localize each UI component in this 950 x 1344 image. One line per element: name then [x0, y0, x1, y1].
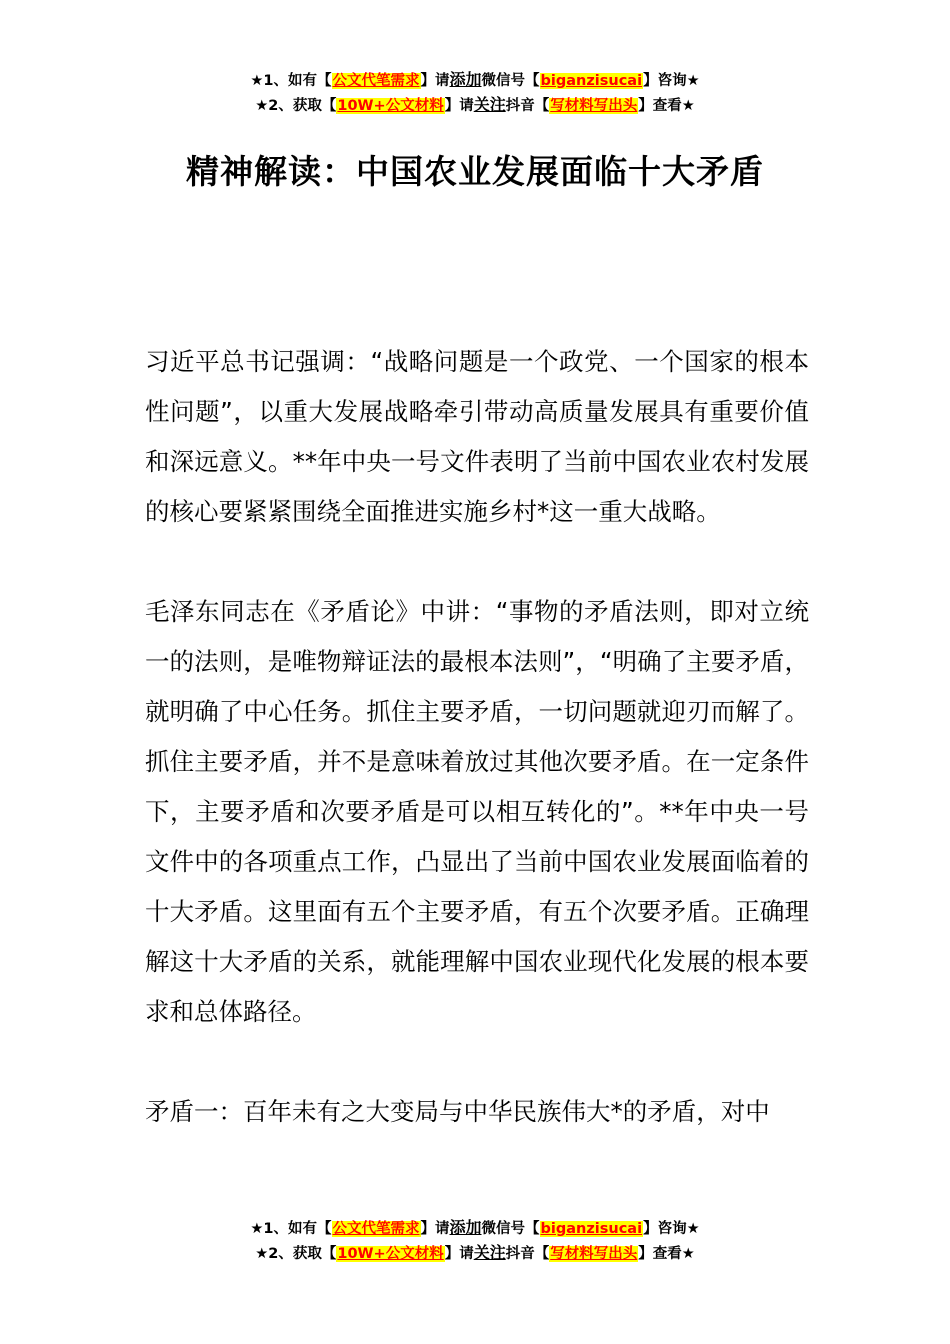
banner-text: 】请: [444, 98, 474, 114]
banner-text: ★2、获取【: [255, 98, 337, 114]
header-banner: [0, 68, 950, 118]
banner-text: ★1、如有【: [250, 1221, 332, 1237]
banner-highlight-wechat: biganzisucai: [540, 73, 643, 89]
banner-emphasis: 关注: [473, 1243, 506, 1262]
paragraph-2: 毛泽东同志在《矛盾论》中讲：“事物的矛盾法则，即对立统一的法则，是唯物辩证法的最根本法则”，“明确了主要矛盾，就明确了中心任务。抓住主要矛盾，一切问题就迎刃而解了。抓住主要矛盾，并不是意味着放过其他次要矛盾。在一定条件下，主要矛盾和次要矛盾是可以相互转化的”。**年中央一号文件中的各项重点工作，凸显出了当前中国农业发展面临着的十大矛盾。这里面有五个主要矛盾，有五个次要矛盾。正确理解这十大矛盾的关系，就能理解中国农业现代化发展的根本要求和总体路径。: [145, 597, 809, 1026]
banner-text: 】查看★: [638, 1246, 695, 1262]
document-body: [145, 337, 809, 1137]
banner-text: 微信号【: [481, 73, 540, 89]
document-title: 精神解读：中国农业发展面临十大矛盾: [186, 152, 764, 191]
banner-text: 抖音【: [505, 98, 550, 114]
banner-text: 抖音【: [505, 1246, 550, 1262]
banner-text: ★1、如有【: [250, 73, 332, 89]
banner-text: 】咨询★: [643, 73, 700, 89]
banner-text: 】查看★: [638, 98, 695, 114]
banner-text: ★2、获取【: [255, 1246, 337, 1262]
banner-emphasis: 关注: [473, 95, 506, 114]
banner-highlight-douyin: 写材料写出头: [550, 98, 638, 114]
banner-highlight-service: 公文代笔需求: [332, 1221, 420, 1237]
banner-text: 】请: [444, 1246, 474, 1262]
banner-line-1: [0, 1216, 950, 1241]
banner-text: 】请: [420, 73, 450, 89]
banner-line-2: [0, 1241, 950, 1266]
banner-highlight-service: 公文代笔需求: [332, 73, 420, 89]
banner-highlight-materials: 10W+公文材料: [337, 1246, 444, 1262]
banner-text: 】请: [420, 1221, 450, 1237]
banner-line-2: [0, 93, 950, 118]
banner-highlight-materials: 10W+公文材料: [337, 98, 444, 114]
banner-highlight-douyin: 写材料写出头: [550, 1246, 638, 1262]
banner-line-1: [0, 68, 950, 93]
banner-text: 微信号【: [481, 1221, 540, 1237]
banner-highlight-wechat: biganzisucai: [540, 1221, 643, 1237]
paragraph-1: 习近平总书记强调：“战略问题是一个政党、一个国家的根本性问题”，以重大发展战略牵引带动高质量发展具有重要价值和深远意义。**年中央一号文件表明了当前中国农业农村发展的核心要紧紧围绕全面推进实施乡村*这一重大战略。: [145, 347, 809, 526]
banner-emphasis: 添加: [449, 70, 482, 89]
banner-emphasis: 添加: [449, 1218, 482, 1237]
paragraph-3: 矛盾一：百年未有之大变局与中华民族伟大*的矛盾，对中: [145, 1097, 770, 1126]
footer-banner: [0, 1216, 950, 1266]
banner-text: 】咨询★: [643, 1221, 700, 1237]
